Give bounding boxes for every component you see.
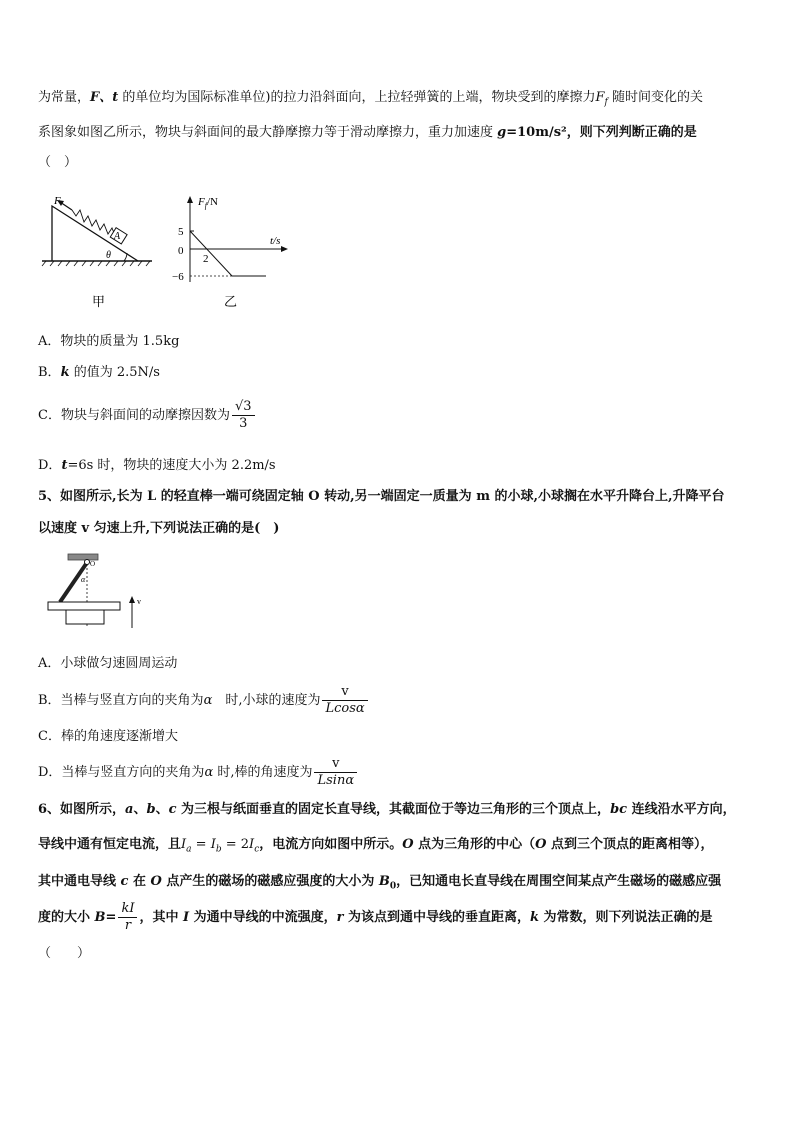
platform-top bbox=[48, 602, 120, 610]
denominator: r bbox=[124, 918, 132, 933]
text: 连线沿水平方向， bbox=[627, 802, 736, 817]
label-f: F bbox=[54, 195, 61, 207]
q6-line3 bbox=[38, 873, 721, 896]
fraction-v-over-lcos bbox=[322, 684, 367, 717]
text: =10m/s²，则下列判断正确的是 bbox=[506, 125, 697, 140]
tick-0: 0 bbox=[178, 245, 184, 257]
q4-intro-line2 bbox=[38, 124, 697, 142]
text: 度的大小 bbox=[38, 910, 95, 925]
text: bc bbox=[610, 802, 628, 817]
q4-option-c bbox=[38, 398, 257, 434]
numerator: √3 bbox=[232, 399, 255, 416]
numerator: v bbox=[314, 756, 357, 773]
q4-intro-line1 bbox=[38, 89, 703, 112]
text: α bbox=[204, 765, 214, 780]
q4-option-d bbox=[38, 457, 276, 475]
q6-line5: （ ） bbox=[38, 946, 91, 961]
text: 点到三个顶点的距离相等）， bbox=[546, 837, 714, 852]
q6-line4 bbox=[38, 900, 713, 936]
text: r bbox=[336, 910, 344, 925]
text: B． bbox=[38, 365, 61, 380]
subscript: a bbox=[186, 844, 192, 855]
text: 为通中导线的中流强度， bbox=[189, 910, 337, 925]
text: O bbox=[535, 837, 547, 852]
q5-option-b bbox=[38, 684, 370, 718]
text: 系图象如图乙所示，物块与斜面间的最大静摩擦力等于滑动摩擦力，重力加速度 bbox=[38, 125, 498, 140]
fraction-ki-over-r bbox=[118, 901, 137, 934]
text: ，其中 bbox=[139, 910, 183, 925]
text: 为常量， bbox=[38, 90, 91, 105]
figure-incline bbox=[40, 190, 155, 310]
label-v: v bbox=[137, 597, 141, 606]
text: c bbox=[120, 874, 129, 889]
text: a bbox=[125, 802, 134, 817]
theta-arc bbox=[124, 253, 127, 261]
y-arrow bbox=[187, 196, 193, 203]
label-alpha: α bbox=[81, 575, 86, 584]
current-i-b: I bbox=[210, 837, 216, 852]
text: B bbox=[94, 910, 106, 925]
text: D． bbox=[38, 458, 62, 473]
text: c bbox=[168, 802, 177, 817]
text: C．物块与斜面间的动摩擦因数为 bbox=[38, 408, 230, 423]
text: 、 bbox=[155, 802, 169, 817]
subscript: 0 bbox=[389, 881, 397, 892]
q5-stem-line2: 以速度 v 匀速上升,下列说法正确的是( ) bbox=[38, 521, 280, 536]
label-a: A bbox=[114, 231, 121, 242]
fraction-v-over-lsin bbox=[314, 756, 357, 789]
text: k bbox=[60, 365, 70, 380]
text: 为该点到通中导线的垂直距离， bbox=[343, 910, 530, 925]
text: B．当棒与竖直方向的夹角为 bbox=[38, 693, 204, 708]
text: 点为三角形的中心（ bbox=[413, 837, 536, 852]
y-label: $F_f/N$ bbox=[198, 196, 218, 210]
curve-descent bbox=[190, 231, 232, 276]
text: 的单位均为国际标准单位)的拉力沿斜面向，上拉轻弹簧的上端，物块受到的摩擦力 bbox=[118, 90, 596, 105]
caption-yi: 乙 bbox=[224, 294, 238, 309]
text: I bbox=[182, 910, 190, 925]
text: 时,小球的速度为 bbox=[212, 693, 321, 708]
text: 、 bbox=[133, 802, 147, 817]
denominator: 3 bbox=[239, 416, 248, 431]
text: g bbox=[497, 125, 507, 140]
label-o: O bbox=[90, 560, 96, 568]
ff-subscript: f bbox=[604, 97, 608, 108]
text: 时,棒的角速度为 bbox=[213, 765, 313, 780]
tick-neg6: −6 bbox=[172, 271, 184, 283]
text: O bbox=[402, 837, 414, 852]
q4-option-b bbox=[38, 364, 160, 382]
text: =6s 时，物块的速度大小为 2.2m/s bbox=[67, 458, 276, 473]
fraction-sqrt3-over-3 bbox=[232, 399, 255, 432]
text: 为常数，则下列说法正确的是 bbox=[539, 910, 713, 925]
numerator: v bbox=[322, 684, 367, 701]
q5-stem-line1: 5、如图所示,长为 L 的轻直棒一端可绕固定轴 O 转动,另一端固定一质量为 m 的小球,小球搁在水平升降台上,升降平台 bbox=[38, 489, 725, 504]
text: O bbox=[150, 874, 162, 889]
q6-line1 bbox=[38, 801, 736, 819]
figure-graph bbox=[166, 190, 296, 310]
q6-line2 bbox=[38, 836, 713, 859]
text: = bbox=[191, 837, 211, 852]
q4-intro-line3: （ ） bbox=[38, 155, 78, 170]
text: ，电流方向如图中所示。 bbox=[259, 837, 403, 852]
text: ，已知通电长直导线在周围空间某点产生磁场的磁感应强 bbox=[396, 874, 722, 889]
text: t bbox=[61, 458, 68, 473]
tick-5: 5 bbox=[178, 226, 184, 238]
subscript: b bbox=[215, 844, 222, 855]
caption-jia: 甲 bbox=[92, 294, 106, 309]
label-theta: θ bbox=[106, 250, 111, 261]
q5-option-d bbox=[38, 756, 359, 790]
subscript: c bbox=[254, 844, 260, 855]
x-arrow bbox=[281, 246, 288, 252]
text: 在 bbox=[128, 874, 151, 889]
x-label: t/s bbox=[270, 235, 281, 247]
current-i-a: I bbox=[181, 837, 187, 852]
denominator: Lcosα bbox=[325, 701, 365, 716]
text: = bbox=[105, 910, 117, 925]
platform-base bbox=[66, 610, 104, 624]
text: k bbox=[530, 910, 540, 925]
text: 其中通电导线 bbox=[38, 874, 121, 889]
denominator: Lsinα bbox=[317, 773, 355, 788]
text: α bbox=[203, 693, 213, 708]
text: D．当棒与竖直方向的夹角为 bbox=[38, 765, 205, 780]
spring bbox=[72, 210, 116, 238]
q4-option-a: A．物块的质量为 1.5kg bbox=[38, 334, 180, 349]
text: F、t bbox=[90, 90, 119, 105]
label-2: 2 bbox=[203, 253, 209, 265]
current-i-c: I bbox=[249, 837, 255, 852]
q5-option-a: A．小球做匀速圆周运动 bbox=[38, 656, 178, 671]
text: = 2 bbox=[221, 837, 250, 852]
text: 6、如图所示， bbox=[38, 802, 126, 817]
text: 点产生的磁场的磁感应强度的大小为 bbox=[161, 874, 379, 889]
velocity-arrow-head bbox=[129, 596, 135, 603]
figure-rod-platform bbox=[40, 552, 160, 636]
ff-symbol: F bbox=[595, 90, 605, 105]
text: 随时间变化的关 bbox=[607, 90, 703, 105]
text: 为三根与纸面垂直的固定长直导线，其截面位于等边三角形的三个顶点上， bbox=[176, 802, 611, 817]
numerator: kI bbox=[118, 901, 137, 918]
text: 的值为 2.5N/s bbox=[69, 365, 160, 380]
q5-option-c: C．棒的角速度逐渐增大 bbox=[38, 729, 178, 744]
text: B bbox=[378, 874, 390, 889]
text: 导线中通有恒定电流，且 bbox=[38, 837, 182, 852]
text: b bbox=[146, 802, 156, 817]
